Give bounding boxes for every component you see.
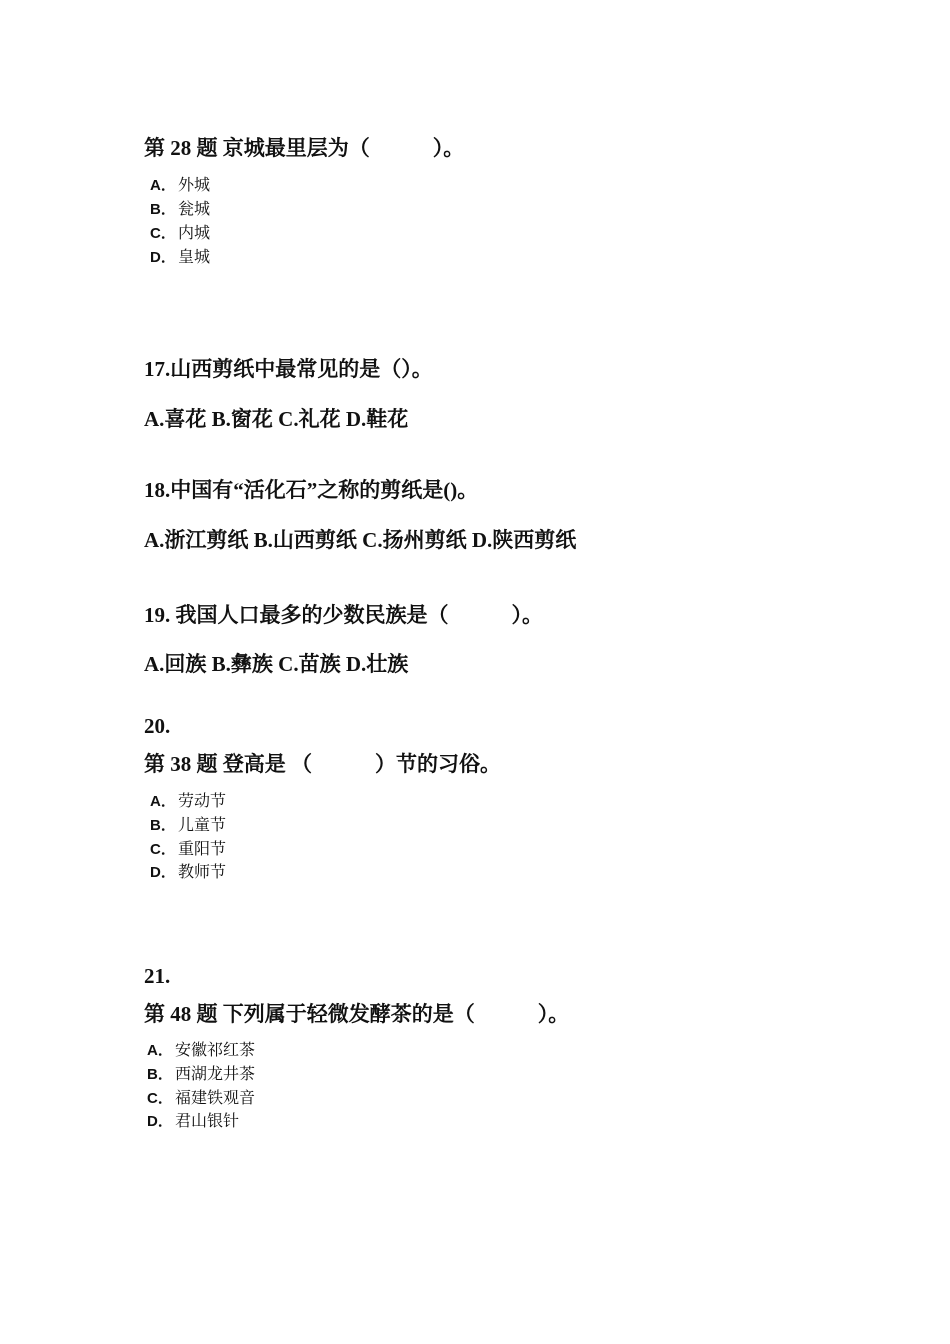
question-21-number: 21.	[144, 964, 171, 988]
option-text: 教师节	[178, 862, 227, 881]
option-d	[150, 247, 210, 267]
option-text: 西湖龙井茶	[175, 1064, 256, 1083]
option-text: 儿童节	[178, 815, 227, 834]
option-letter: C．	[147, 1090, 173, 1107]
question-18-title: 18.中国有“活化石”之称的剪纸是()。	[144, 478, 479, 502]
question-17-answers: A.喜花 B.窗花 C.礼花 D.鞋花	[144, 407, 409, 431]
option-letter: D．	[147, 1113, 173, 1130]
option-letter: B．	[150, 201, 176, 218]
option-text: 内城	[178, 223, 211, 242]
option-text: 劳动节	[178, 791, 227, 810]
question-19-answers: A.回族 B.彝族 C.苗族 D.壮族	[144, 652, 409, 676]
option-text: 福建铁观音	[175, 1088, 256, 1107]
question-20-title: 第 38 题 登高是 （ ）节的习俗。	[144, 752, 501, 776]
question-21-title: 第 48 题 下列属于轻微发酵茶的是（ ）。	[144, 1002, 570, 1026]
option-letter: A．	[150, 177, 176, 194]
question-28-title: 第 28 题 京城最里层为（ ）。	[144, 136, 465, 160]
option-text: 皇城	[178, 247, 211, 266]
option-text: 君山银针	[175, 1111, 240, 1130]
option-letter: A．	[150, 793, 176, 810]
option-letter: D．	[150, 864, 176, 881]
option-letter: C．	[150, 225, 176, 242]
question-18-answers: A.浙江剪纸 B.山西剪纸 C.扬州剪纸 D.陕西剪纸	[144, 528, 577, 552]
option-text: 外城	[178, 175, 211, 194]
option-letter: C．	[150, 841, 176, 858]
question-19-title: 19. 我国人口最多的少数民族是（ ）。	[144, 603, 543, 627]
option-b	[147, 1064, 255, 1084]
option-b	[150, 815, 226, 835]
option-letter: D．	[150, 249, 176, 266]
question-20-number: 20.	[144, 714, 171, 738]
option-d	[147, 1111, 239, 1131]
option-c	[150, 839, 226, 859]
option-d	[150, 862, 226, 882]
option-letter: A．	[147, 1042, 173, 1059]
option-text: 安徽祁红茶	[175, 1040, 256, 1059]
option-a	[150, 175, 210, 195]
question-17-title: 17.山西剪纸中最常见的是（）。	[144, 357, 433, 381]
option-a	[150, 791, 226, 811]
option-b	[150, 199, 210, 219]
option-c	[150, 223, 210, 243]
option-letter: B．	[150, 817, 176, 834]
option-letter: B．	[147, 1066, 173, 1083]
option-a	[147, 1040, 255, 1060]
option-text: 重阳节	[178, 839, 227, 858]
option-c	[147, 1088, 255, 1108]
option-text: 瓮城	[178, 199, 211, 218]
